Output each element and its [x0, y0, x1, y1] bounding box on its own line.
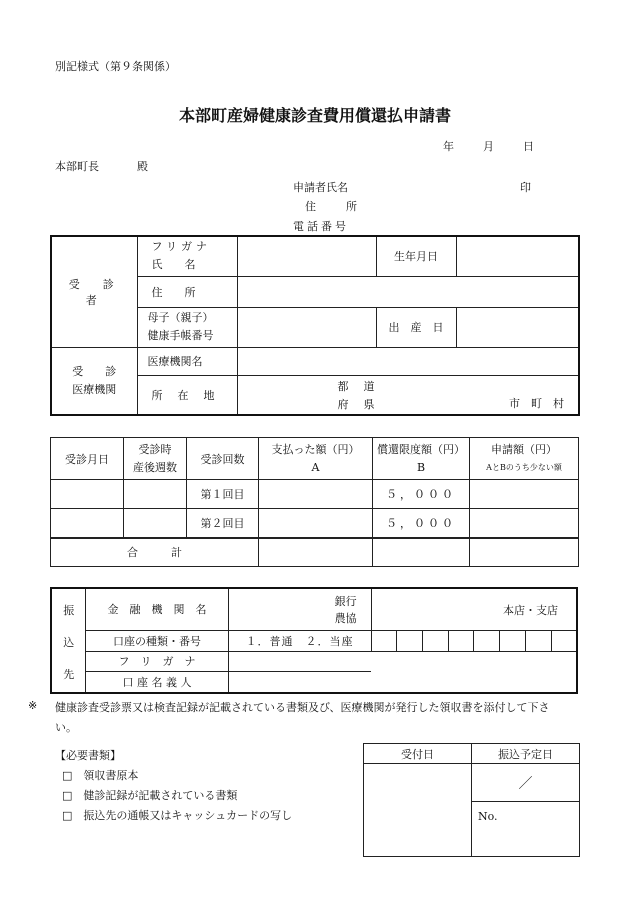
claim-header-line2: AとBのうち少ない額 [486, 462, 562, 472]
paid-field[interactable] [259, 509, 373, 538]
account-type-options[interactable]: １．普通 ２．当座 [228, 630, 371, 651]
office-use-box [363, 743, 580, 857]
received-date-field[interactable] [364, 764, 472, 857]
prefecture-label [338, 378, 377, 414]
address-label: 住 所 [137, 276, 237, 307]
institution-label-line1: 受 診 [72, 364, 117, 378]
holder-blank [371, 651, 577, 671]
holder-name-label: 口 座 名 義 人 [86, 671, 228, 693]
account-digit-1[interactable] [371, 630, 397, 651]
location-label: 所 在 地 [137, 375, 237, 415]
account-digit-7[interactable] [525, 630, 551, 651]
transfer-table [50, 587, 578, 694]
name-field[interactable] [237, 236, 376, 276]
handbook-label-line1: 母子（親子） [147, 311, 214, 324]
transfer-label-2: 込 [63, 635, 75, 649]
note-mark: ※ [28, 699, 38, 712]
required-doc-item: □ 領収書原本 [62, 769, 139, 782]
account-digit-5[interactable] [474, 630, 500, 651]
coop-label: 農協 [334, 612, 357, 625]
name-label-cell [137, 236, 237, 276]
paid-header [259, 438, 373, 480]
paid-field[interactable] [259, 480, 373, 509]
institution-label-cell [51, 347, 137, 415]
account-digit-2[interactable] [397, 630, 423, 651]
exam-date-field[interactable] [51, 480, 124, 509]
claim-header-line1: 申請額（円） [491, 442, 557, 456]
name-label: 氏 名 [151, 258, 196, 272]
limit-cell: ５，０００ [373, 480, 470, 509]
institution-name-field[interactable] [237, 347, 579, 375]
branch-field[interactable] [371, 588, 577, 630]
applicant-name-label: 申請者氏名 [293, 181, 348, 194]
table-row [51, 480, 579, 509]
patient-table [50, 235, 580, 416]
account-label: 口座の種類・番号 [86, 630, 228, 651]
total-label: 合 計 [51, 538, 259, 567]
weeks-header-line2: 産後週数 [133, 460, 177, 474]
holder-blank-2 [371, 671, 577, 693]
bank-label: 銀行 [334, 595, 357, 608]
transfer-label-1: 振 [63, 603, 75, 617]
limit-header-line1: 償還限度額（円） [377, 442, 465, 456]
delivery-date-label: 出 産 日 [376, 307, 456, 347]
patient-label: 受 診 者 [51, 236, 137, 347]
transfer-date-slash[interactable]: ／ [472, 764, 580, 802]
bank-name-field[interactable] [228, 588, 371, 630]
city-label: 市 町 村 [509, 397, 564, 410]
applicant-phone-label: 電話番号 [293, 220, 349, 233]
limit-header [373, 438, 470, 480]
institution-name-label: 医療機関名 [137, 347, 237, 375]
note-line-1: 健康診査受診票又は検査記録が記載されている書類及び、医療機関が発行した領収書を添付して下さ [55, 701, 550, 714]
weeks-header-line1: 受診時 [138, 442, 172, 456]
account-digit-8[interactable] [551, 630, 577, 651]
transfer-label [51, 588, 86, 693]
handbook-label-line2: 健康手帳番号 [147, 329, 214, 342]
paid-header-line1: 支払った額（円） [271, 442, 360, 456]
count-cell: 第２回目 [187, 509, 259, 538]
date-month-label: 月 [483, 140, 494, 153]
limit-header-line2: B [416, 460, 426, 474]
weeks-field[interactable] [124, 480, 187, 509]
form-reference: 別記様式（第９条関係） [55, 60, 176, 73]
claim-header [470, 438, 579, 480]
exam-date-header: 受診月日 [51, 438, 124, 480]
applicant-address-label-1: 住 [305, 200, 316, 213]
required-docs-heading: 【必要書類】 [55, 749, 121, 762]
location-field[interactable] [237, 375, 579, 415]
date-day-label: 日 [523, 140, 534, 153]
transfer-date-label: 振込予定日 [472, 744, 580, 764]
paid-header-line2: A [311, 460, 320, 474]
total-paid-field[interactable] [259, 538, 373, 567]
count-header: 受診回数 [187, 438, 259, 480]
weeks-field[interactable] [124, 509, 187, 538]
applicant-address-label-2: 所 [346, 200, 357, 213]
handbook-label-cell [137, 307, 237, 347]
weeks-header [124, 438, 187, 480]
table-row [51, 509, 579, 538]
total-limit-field[interactable] [373, 538, 470, 567]
holder-furigana-label: フ リ ガ ナ [86, 651, 228, 671]
furigana-label: フリガナ [151, 240, 211, 254]
delivery-date-field[interactable] [456, 307, 579, 347]
birthdate-label: 生年月日 [376, 236, 456, 276]
count-cell: 第１回目 [187, 480, 259, 509]
claim-field[interactable] [470, 509, 579, 538]
holder-furigana-field[interactable] [228, 651, 371, 671]
transfer-label-3: 先 [63, 667, 75, 681]
birthdate-field[interactable] [456, 236, 579, 276]
honorific: 殿 [137, 160, 148, 173]
received-date-label: 受付日 [364, 744, 472, 764]
total-row [51, 538, 579, 567]
account-digit-3[interactable] [423, 630, 449, 651]
account-digit-6[interactable] [500, 630, 526, 651]
address-field[interactable] [237, 276, 579, 307]
cost-table [50, 437, 579, 567]
total-claim-field[interactable] [470, 538, 579, 567]
exam-date-field[interactable] [51, 509, 124, 538]
limit-cell: ５，０００ [373, 509, 470, 538]
account-digit-4[interactable] [448, 630, 474, 651]
note-line-2: い。 [55, 721, 77, 734]
prefecture-label-line1: 都 道 [337, 379, 377, 393]
date-year-label: 年 [443, 140, 454, 153]
handbook-number-field[interactable] [237, 307, 376, 347]
prefecture-label-line2: 府 県 [337, 397, 377, 411]
required-doc-item: □ 健診記録が記載されている書類 [62, 789, 238, 802]
page-title: 本部町産婦健康診査費用償還払申請書 [178, 106, 451, 125]
claim-field[interactable] [470, 480, 579, 509]
required-doc-item: □ 振込先の通帳又はキャッシュカードの写し [62, 809, 293, 822]
seal-mark: 印 [520, 181, 531, 194]
bank-name-label: 金 融 機 関 名 [86, 588, 228, 630]
holder-name-field[interactable] [228, 671, 371, 693]
addressee: 本部町長 [55, 160, 99, 173]
branch-label: 本店・支店 [503, 604, 558, 617]
bank-type-label [335, 593, 357, 627]
institution-label-line2: 医療機関 [72, 382, 117, 396]
number-field[interactable]: No. [472, 802, 580, 857]
